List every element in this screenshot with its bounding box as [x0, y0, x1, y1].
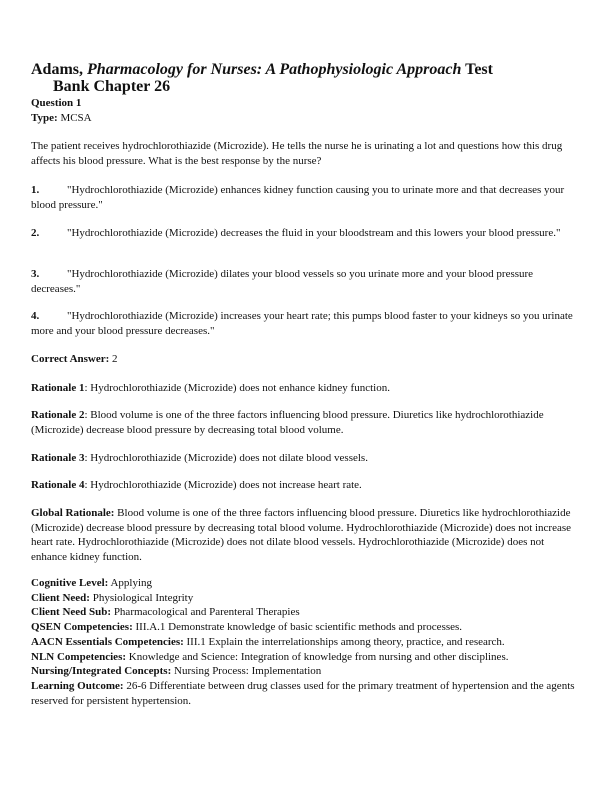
- option-3: [31, 267, 579, 296]
- meta-value: Pharmacological and Parenteral Therapies: [111, 606, 300, 619]
- option-4: [31, 309, 579, 338]
- question-label: Question 1: [31, 97, 82, 109]
- option-number: 1.: [31, 184, 40, 196]
- meta-client-need: [31, 591, 579, 606]
- meta-label: Client Need:: [31, 591, 90, 604]
- meta-label: Nursing/Integrated Concepts:: [31, 665, 172, 678]
- option-text: "Hydrochlorothiazide (Microzide) enhances kidney function causing you to urinate more and that decreases your blood pressure.": [31, 184, 565, 211]
- book-title: Pharmacology for Nurses: A Pathophysiologic Approach: [87, 61, 462, 78]
- correct-label: Correct Answer:: [31, 353, 110, 365]
- meta-learning-outcome: [31, 679, 579, 708]
- meta-nursing-concepts: [31, 664, 579, 679]
- meta-qsen: [31, 620, 579, 635]
- type-value: MCSA: [57, 112, 92, 124]
- rationale-4: [31, 478, 579, 493]
- option-2: [31, 226, 579, 241]
- rationale-2: [31, 408, 579, 437]
- global-rationale-text: Blood volume is one of the three factors influencing blood pressure. Diuretics like hydrochlorothiazide (Microzide) decrease blood pressure by decreasing total blood volume. Hydrochlorothiazide (Microzide) does not increase heart rate. Hydrochlorothiazide (Microzide) does not dilate blood vessels. Hydrochlorothiazide (Microzide) does not enhance kidney function.: [31, 507, 572, 564]
- meta-cognitive-level: [31, 576, 579, 591]
- option-number: 2.: [31, 227, 40, 239]
- type-label: Type:: [31, 112, 58, 124]
- question-stem: The patient receives hydrochlorothiazide (Microzide). He tells the nurse he is urinating a lot and questions how this drug affects his blood pressure. What is the best response by the nurse?: [31, 140, 563, 167]
- rationale-text: : Hydrochlorothiazide (Microzide) does not enhance kidney function.: [84, 382, 390, 394]
- meta-label: Learning Outcome:: [31, 679, 124, 692]
- correct-value: 2: [109, 353, 118, 365]
- rationale-label: Rationale 1: [31, 382, 85, 394]
- meta-label: Cognitive Level:: [31, 577, 109, 589]
- option-text: "Hydrochlorothiazide (Microzide) dilates your blood vessels so you urinate more and your blood pressure decreases.": [31, 268, 534, 295]
- rationale-text: : Hydrochlorothiazide (Microzide) does not increase heart rate.: [84, 479, 362, 491]
- meta-label: NLN Competencies:: [31, 650, 127, 663]
- rationale-text: : Hydrochlorothiazide (Microzide) does not dilate blood vessels.: [84, 452, 368, 464]
- meta-value: Physiological Integrity: [89, 591, 194, 604]
- meta-value: 26-6 Differentiate between drug classes used for the primary treatment of hypertension and the agents reserved for persistent hypertension.: [31, 679, 575, 707]
- title-prefix: Adams,: [31, 61, 88, 78]
- meta-nln: [31, 650, 579, 665]
- meta-value: III.A.1 Demonstrate knowledge of basic scientific methods and processes.: [132, 621, 463, 634]
- metadata-list: [31, 576, 579, 708]
- meta-value: Nursing Process: Implementation: [171, 665, 322, 678]
- option-number: 3.: [31, 268, 40, 280]
- title-suffix: Test: [461, 61, 493, 78]
- option-text: "Hydrochlorothiazide (Microzide) increases your heart rate; this pumps blood faster to your kidneys so you urinate more and your blood pressure decreases.": [31, 310, 573, 337]
- option-text: "Hydrochlorothiazide (Microzide) decreases the fluid in your bloodstream and this lowers your blood pressure.": [67, 227, 561, 239]
- option-number: 4.: [31, 310, 40, 322]
- meta-client-need-sub: [31, 605, 579, 620]
- rationale-text: : Blood volume is one of the three factors influencing blood pressure. Diuretics like hydrochlorothiazide (Microzide) decrease blood pressure by decreasing total blood volume.: [31, 409, 544, 436]
- meta-label: QSEN Competencies:: [31, 621, 133, 634]
- rationale-label: Rationale 4: [31, 479, 85, 491]
- title-line2: Bank Chapter 26: [53, 78, 171, 95]
- correct-answer: [31, 352, 579, 367]
- meta-label: Client Need Sub:: [31, 606, 112, 619]
- option-1: [31, 183, 579, 212]
- meta-aacn: [31, 635, 579, 650]
- meta-value: Applying: [108, 577, 152, 589]
- document-title: [31, 61, 579, 95]
- rationale-label: Rationale 2: [31, 409, 85, 421]
- rationale-1: [31, 381, 579, 396]
- meta-value: Knowledge and Science: Integration of knowledge from nursing and other disciplines.: [126, 650, 509, 663]
- rationale-label: Rationale 3: [31, 452, 85, 464]
- global-rationale: [31, 506, 579, 565]
- global-rationale-label: Global Rationale:: [31, 507, 115, 519]
- question-type: [31, 111, 579, 126]
- meta-label: AACN Essentials Competencies:: [31, 635, 184, 648]
- rationale-3: [31, 451, 579, 466]
- meta-value: III.1 Explain the interrelationships among theory, practice, and research.: [183, 635, 505, 648]
